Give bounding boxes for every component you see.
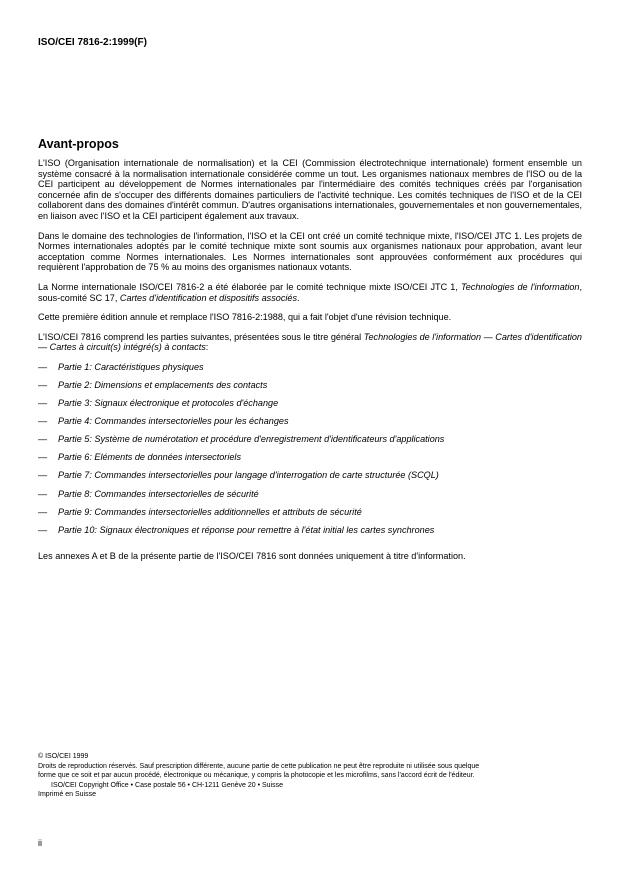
list-dash: — [38, 488, 48, 499]
list-item-text: Partie 8: Commandes intersectorielles de sécurité [58, 488, 259, 499]
list-item-text: Partie 5: Système de numérotation et procédure d'enregistrement d'identificateurs d'applications [58, 434, 445, 445]
list-dash: — [38, 452, 48, 463]
copyright-office-address: ISO/CEI Copyright Office • Case postale 56 • CH-1211 Genève 20 • Suisse [51, 781, 283, 789]
parts-intro-text: L'ISO/CEI 7816 comprend les parties suivantes, présentées sous le titre général [38, 331, 364, 342]
list-dash: — [38, 506, 48, 517]
copyright-notice: © ISO/CEI 1999 [38, 753, 89, 760]
list-item [38, 362, 582, 380]
list-item [38, 398, 582, 416]
parts-intro-colon: : [205, 342, 209, 353]
paragraph-edition: Cette première édition annule et remplace l'ISO 7816-2:1988, qui a fait l'objet d'une révision technique. [38, 312, 452, 323]
list-item [38, 452, 582, 470]
printed-in: Imprimé en Suisse [38, 791, 96, 799]
list-item-text: Partie 4: Commandes intersectorielles pour les échanges [58, 416, 289, 427]
list-dash: — [38, 524, 48, 535]
document-id-header: ISO/CEI 7816-2:1999(F) [38, 37, 147, 48]
list-item-text: Partie 2: Dimensions et emplacements des contacts [58, 380, 268, 390]
list-item [38, 416, 582, 434]
parts-list [38, 362, 582, 543]
elaboration-text-a: La Norme internationale ISO/CEI 7816-2 a été élaborée par le comité technique mixte ISO/CEI JTC 1, [38, 281, 462, 292]
list-item-text: Partie 6: Eléments de données intersectoriels [58, 452, 241, 463]
paragraph-annexes: Les annexes A et B de la présente partie de l'ISO/CEI 7816 sont données uniquement à titre d'information. [38, 550, 466, 561]
paragraph-parts-intro [38, 332, 582, 353]
elaboration-text-c: , sous-comité SC 17, [38, 281, 582, 303]
section-title: Avant-propos [38, 137, 119, 151]
list-dash: — [38, 434, 48, 445]
list-item [38, 507, 582, 525]
list-item [38, 525, 582, 543]
list-item [38, 470, 582, 488]
page-number: ii [38, 838, 42, 848]
list-item-text: Partie 3: Signaux électronique et protocoles d'échange [58, 398, 279, 409]
list-dash: — [38, 380, 48, 390]
list-dash: — [38, 361, 48, 372]
list-dash: — [38, 470, 48, 481]
list-item-text: Partie 1: Caractéristiques physiques [58, 361, 204, 372]
list-item [38, 434, 582, 452]
rights-line-2: forme que ce soit et par aucun procédé, électronique ou mécanique, y compris la photocopie et les microfilms, sans l'accord écrit de l'éditeur. [38, 772, 475, 780]
list-dash: — [38, 398, 48, 409]
list-dash: — [38, 416, 48, 427]
elaboration-title-it: Technologies de l'information [461, 281, 580, 292]
list-item [38, 489, 582, 507]
copyright-footer [38, 752, 583, 800]
foreword-body [38, 158, 582, 570]
paragraph-jtc1: Dans le domaine des technologies de l'information, l'ISO et la CEI ont créé un comité technique mixte, l'ISO/CEI JTC 1. Les projets de Normes internationales adoptés par le comité technique mixte sont soumis aux organismes nationaux pour approbation, avant leur acceptation comme Normes internationales. Les Normes internationales sont approuvées conformément aux procédures qui requièrent l'approbation de 75 % au moins des organismes nationaux votants. [38, 230, 582, 273]
elaboration-text-e: . [297, 292, 300, 303]
list-item [38, 380, 582, 398]
parts-general-title: Technologies de l'information — Cartes d'identification — Cartes à circuit(s) intégré(s) à contacts [38, 331, 582, 353]
rights-line-1: Droits de reproduction réservés. Sauf prescription différente, aucune partie de cette publication ne peut être reproduite ni utilisée sous quelque [38, 762, 480, 770]
paragraph-organizations: L'ISO (Organisation internationale de normalisation) et la CEI (Commission électrotechnique internationale) forment ensemble un système consacré à la normalisation internationale considérée comme un tout. Les organismes nationaux membres de l'ISO ou de la CEI participent au développement de Normes internationales par l'intermédiaire des comités techniques créés par l'organisation concernée afin de s'occuper des différents domaines particuliers de l'activité technique. Les comités techniques de l'ISO et de la CEI collaborent dans des domaines d'intérêt commun. D'autres organisations internationales, gouvernementales et non gouvernementales, en liaison avec l'ISO et la CEI participent également aux travaux. [38, 158, 582, 221]
elaboration-subcommittee-title: Cartes d'identification et dispositifs associés [119, 292, 298, 303]
list-item-text: Partie 9: Commandes intersectorielles additionnelles et attributs de sécurité [58, 506, 362, 517]
list-item-text: Partie 7: Commandes intersectorielles pour langage d'interrogation de carte structurée (SCQL) [58, 470, 439, 481]
list-item-text: Partie 10: Signaux électroniques et réponse pour remettre à l'état initial les cartes synchrones [58, 524, 435, 535]
paragraph-elaboration [38, 282, 582, 303]
